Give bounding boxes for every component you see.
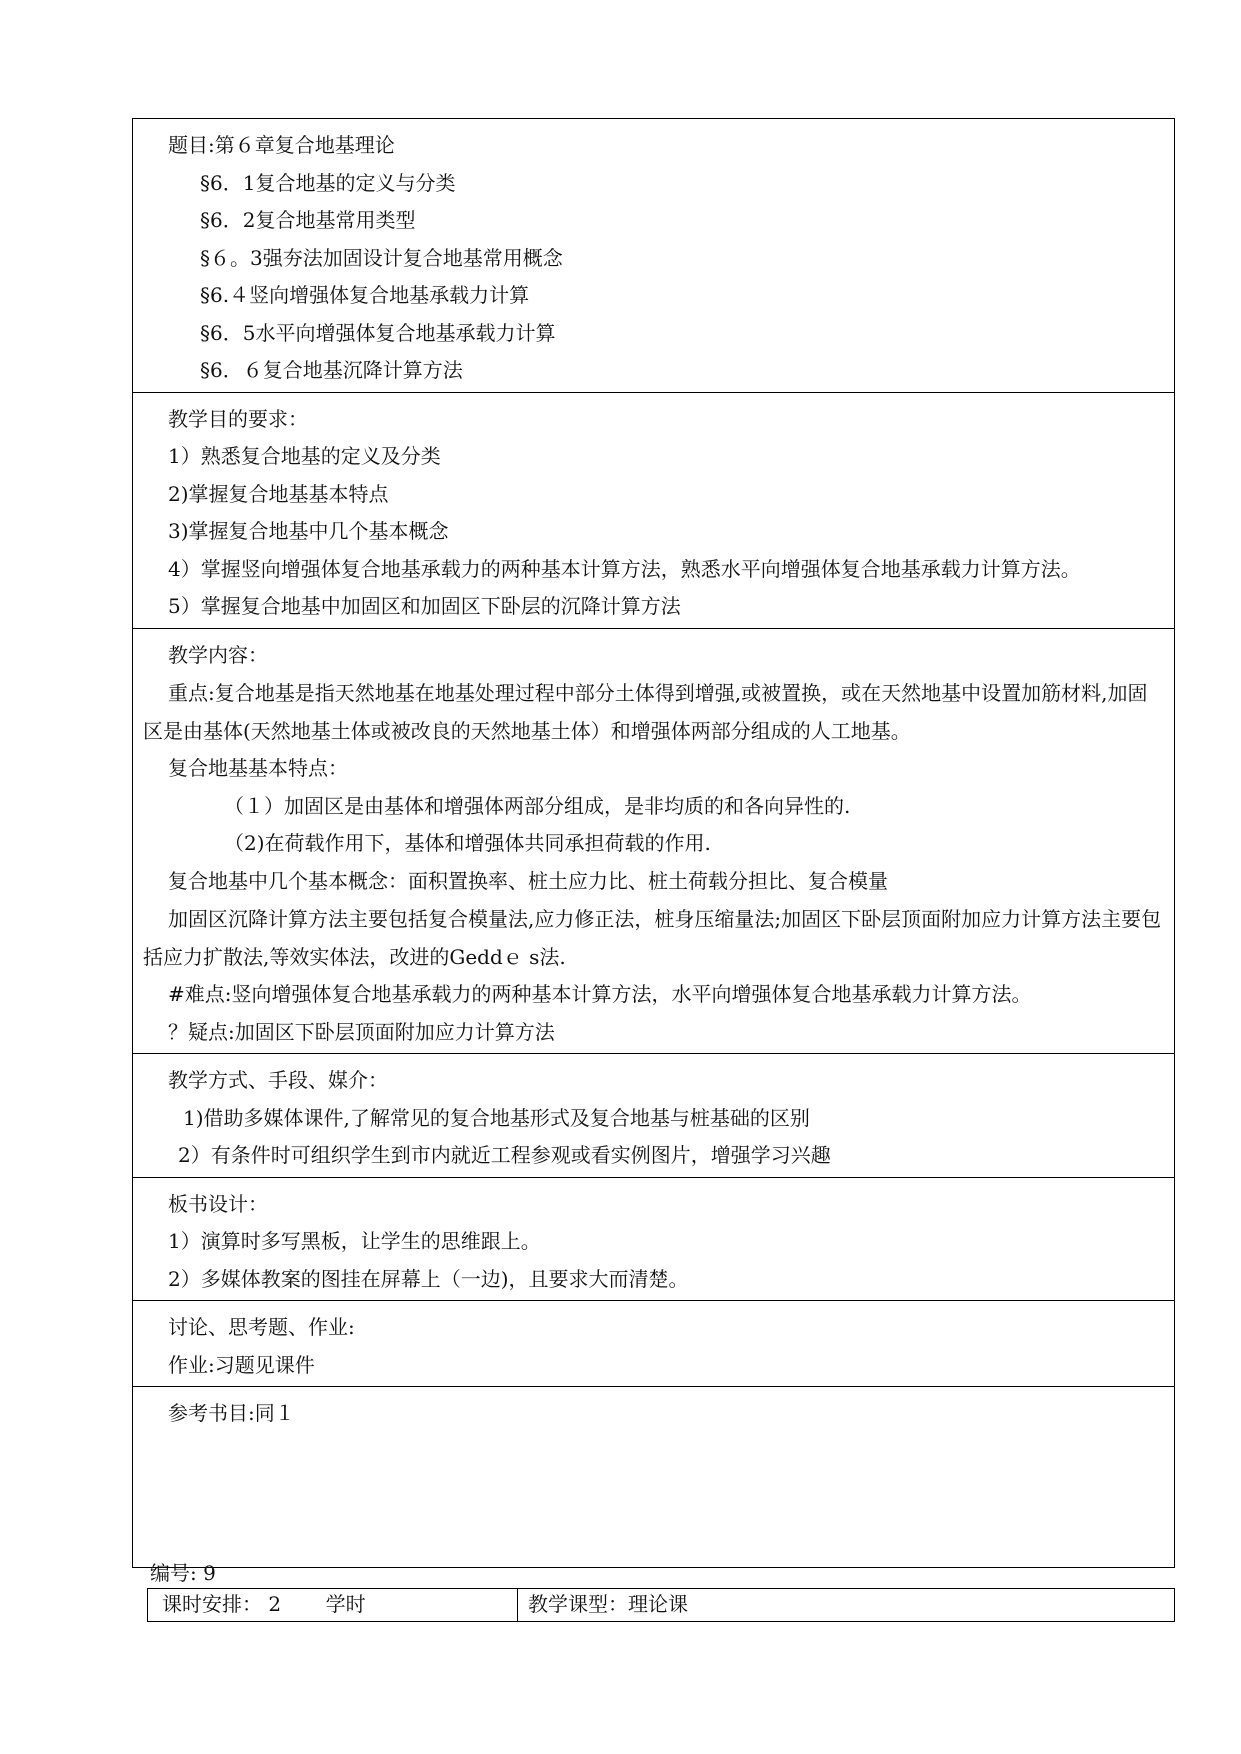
- schedule-table: [147, 1588, 1175, 1622]
- hours-cell: 课时安排： 2 学时: [148, 1589, 518, 1621]
- methods-heading: 教学方式、手段、媒介：: [168, 1068, 388, 1092]
- objectives-heading: 教学目的要求：: [168, 406, 308, 431]
- section-item: §6．1复合地基的定义与分类: [200, 170, 456, 195]
- board-item: 2）多媒体教案的图挂在屏幕上（一边)，且要求大而清楚。: [168, 1266, 689, 1291]
- doubt-line: ？疑点:加固区下卧层顶面附加应力计算方法: [168, 1019, 555, 1044]
- methods-section: [133, 1054, 1174, 1178]
- method-item: 1)借助多媒体课件,了解常见的复合地基形式及复合地基与桩基础的区别: [183, 1105, 810, 1130]
- objective-item: 3)掌握复合地基中几个基本概念: [168, 519, 449, 543]
- objective-item: 2)掌握复合地基基本特点: [168, 481, 389, 506]
- objective-item: 1）熟悉复合地基的定义及分类: [168, 444, 441, 468]
- feature-item: （１）加固区是由基体和增强体两部分组成，是非均质的和各向异性的.: [224, 793, 851, 818]
- features-heading: 复合地基基本特点：: [168, 756, 348, 780]
- references-section: [133, 1387, 1174, 1567]
- lesson-plan-table: [132, 118, 1175, 1568]
- objective-item: 5）掌握复合地基中加固区和加固区下卧层的沉降计算方法: [168, 594, 681, 618]
- homework-heading: 讨论、思考题、作业:: [168, 1315, 355, 1339]
- references-text: 参考书目:同１: [168, 1401, 295, 1425]
- difficulty-line: #难点:竖向增强体复合地基承载力的两种基本计算方法，水平向增强体复合地基承载力计算方法。: [168, 982, 1032, 1006]
- objectives-section: [133, 393, 1174, 629]
- section-item: §6．６复合地基沉降计算方法: [200, 358, 463, 382]
- course-type-cell: 教学课型：理论课: [528, 1592, 688, 1616]
- topic-section: [133, 119, 1174, 393]
- section-item: §6.４竖向增强体复合地基承载力计算: [200, 283, 530, 307]
- code-label: 编号: 9: [150, 1561, 216, 1585]
- settlement-paragraph: 加固区沉降计算方法主要包括复合模量法,应力修正法，桩身压缩量法;加固区下卧层顶面附加应力计算方法主要包括应力扩散法,等效实体法，改进的Geddｅ s法.: [143, 907, 1162, 969]
- key-point-paragraph: 重点:复合地基是指天然地基在地基处理过程中部分土体得到增强,或被置换，或在天然地基中设置加筋材料,加固区是由基体(天然地基土体或被改良的天然地基土体）和增强体两部分组成的人工地基。: [143, 681, 1148, 743]
- homework-section: [133, 1301, 1174, 1387]
- section-item: §6．2复合地基常用类型: [200, 208, 416, 232]
- method-item: 2）有条件时可组织学生到市内就近工程参观或看实例图片，增强学习兴趣: [178, 1143, 831, 1167]
- concepts-line: 复合地基中几个基本概念：面积置换率、桩土应力比、桩土荷载分担比、复合模量: [168, 868, 888, 893]
- feature-item: （2)在荷载作用下，基体和增强体共同承担荷载的作用.: [224, 831, 711, 855]
- board-heading: 板书设计：: [168, 1191, 268, 1216]
- topic-title: 题目:第６章复合地基理论: [168, 133, 395, 157]
- section-item: §6．5水平向增强体复合地基承载力计算: [200, 320, 556, 345]
- content-heading: 教学内容：: [168, 642, 268, 667]
- section-item: §６。3强夯法加固设计复合地基常用概念: [200, 245, 563, 270]
- homework-text: 作业:习题见课件: [168, 1352, 315, 1377]
- objective-item: 4）掌握竖向增强体复合地基承载力的两种基本计算方法，熟悉水平向增强体复合地基承载力计算方法。: [168, 556, 1081, 581]
- board-item: 1）演算时多写黑板，让学生的思维跟上。: [168, 1229, 541, 1253]
- board-section: [133, 1178, 1174, 1302]
- content-section: [133, 629, 1174, 1055]
